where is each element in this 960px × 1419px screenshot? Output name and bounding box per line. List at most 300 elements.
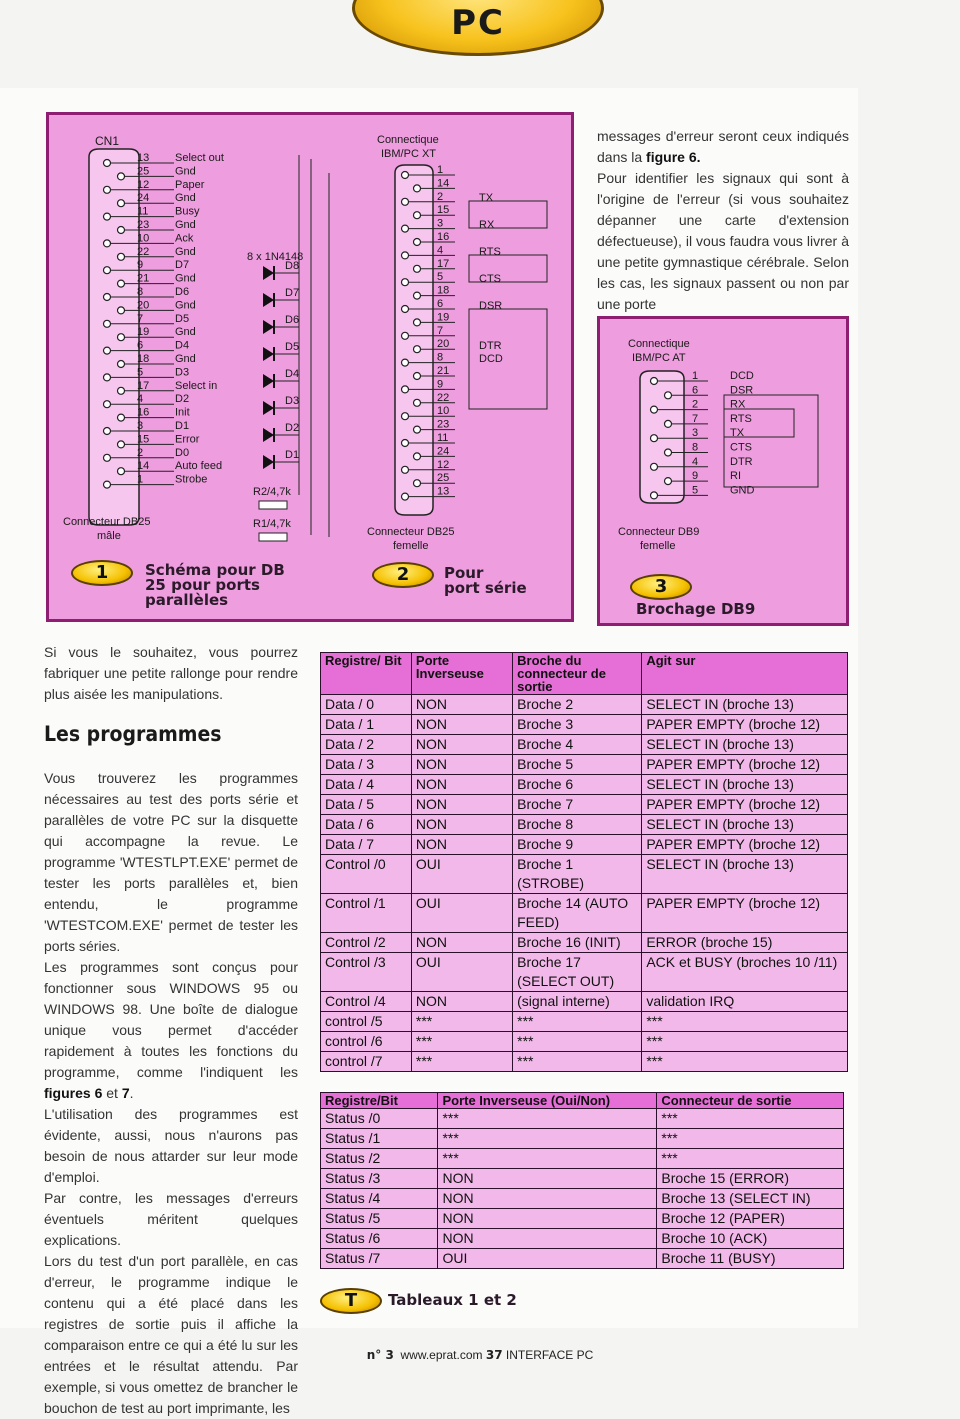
pin-hole bbox=[118, 441, 125, 448]
table-cell: Broche 7 bbox=[513, 795, 642, 815]
diode-symbol bbox=[263, 455, 274, 469]
table-cell: control /7 bbox=[321, 1052, 412, 1072]
connector-caption: femelle bbox=[393, 540, 429, 552]
table-cell: *** bbox=[513, 1012, 642, 1032]
diode-symbol bbox=[263, 374, 274, 388]
table-cell: *** bbox=[438, 1149, 657, 1169]
table-row bbox=[321, 1209, 844, 1229]
pin-number: 6 bbox=[437, 298, 444, 310]
table-cell: Status /7 bbox=[321, 1249, 438, 1269]
column-header: Connecteur de sortie bbox=[657, 1093, 844, 1109]
connector-caption: mâle bbox=[97, 530, 121, 542]
pin-hole bbox=[651, 492, 658, 499]
table-cell: OUI bbox=[411, 855, 512, 894]
signal-label: RTS bbox=[479, 246, 501, 258]
cn1-label: CN1 bbox=[95, 134, 120, 148]
diode-symbol bbox=[263, 401, 274, 415]
table-row bbox=[321, 1169, 844, 1189]
table-cell: *** bbox=[438, 1129, 657, 1149]
pin-number: 1 bbox=[692, 370, 699, 382]
table-cell: NON bbox=[411, 835, 512, 855]
table-cell: NON bbox=[438, 1169, 657, 1189]
table-cell: *** bbox=[438, 1109, 657, 1129]
table-cell: OUI bbox=[411, 894, 512, 933]
table-cell: NON bbox=[411, 755, 512, 775]
table-cell: *** bbox=[642, 1052, 848, 1072]
pin-number: 23 bbox=[437, 418, 450, 431]
signal-label: Gnd bbox=[175, 192, 196, 205]
table-cell: *** bbox=[657, 1129, 844, 1149]
table-cell: Broche 6 bbox=[513, 775, 642, 795]
pin-number: 24 bbox=[437, 445, 450, 458]
table-cell: NON bbox=[411, 775, 512, 795]
table-cell: PAPER EMPTY (broche 12) bbox=[642, 795, 848, 815]
table-row bbox=[321, 933, 848, 953]
table-cell: SELECT IN (broche 13) bbox=[642, 815, 848, 835]
table-cell: PAPER EMPTY (broche 12) bbox=[642, 755, 848, 775]
table-cell: Broche 13 (SELECT IN) bbox=[657, 1189, 844, 1209]
signal-label: D7 bbox=[175, 259, 190, 272]
connector-caption: femelle bbox=[640, 540, 676, 552]
pin-hole bbox=[118, 173, 125, 180]
table-cell: Data / 0 bbox=[321, 695, 412, 715]
table-cell: NON bbox=[411, 715, 512, 735]
table-cell: Broche 10 (ACK) bbox=[657, 1229, 844, 1249]
pin-number: 8 bbox=[137, 286, 144, 298]
pin-hole bbox=[414, 185, 421, 192]
diode-label: D8 bbox=[285, 260, 300, 272]
table-cell: Status /1 bbox=[321, 1129, 438, 1149]
diode-note: 8 x 1N4148 bbox=[247, 251, 304, 263]
table-cell: NON bbox=[411, 735, 512, 755]
pin-hole bbox=[118, 227, 125, 234]
diode-symbol bbox=[263, 266, 274, 280]
table-row bbox=[321, 835, 848, 855]
pin-hole bbox=[402, 359, 409, 366]
pin-hole bbox=[402, 252, 409, 259]
table-cell: Broche 2 bbox=[513, 695, 642, 715]
pin-number: 5 bbox=[692, 484, 699, 497]
table-cell: Control /1 bbox=[321, 894, 412, 933]
table-cell: Broche 12 (PAPER) bbox=[657, 1209, 844, 1229]
signal-label: RTS bbox=[730, 412, 752, 425]
table-cell: NON bbox=[411, 795, 512, 815]
pin-number: 7 bbox=[137, 312, 144, 325]
pin-hole bbox=[651, 378, 658, 385]
signal-label: Strobe bbox=[175, 473, 208, 486]
table-cell: *** bbox=[513, 1032, 642, 1052]
pin-hole bbox=[651, 463, 658, 470]
table-row bbox=[321, 1129, 844, 1149]
pin-number: 9 bbox=[692, 470, 699, 483]
signal-label: DSR bbox=[730, 384, 754, 397]
pin-number: 18 bbox=[437, 284, 450, 297]
table-cell: OUI bbox=[438, 1249, 657, 1269]
connector-caption: Connecteur DB25 bbox=[367, 526, 455, 538]
figure-3-db9 bbox=[597, 316, 849, 626]
column-header: Porte Inverseuse bbox=[411, 653, 512, 695]
pin-number: 9 bbox=[437, 378, 444, 391]
signal-label: DSR bbox=[479, 300, 503, 312]
pin-number: 6 bbox=[137, 339, 144, 352]
table-cell: ACK et BUSY (broches 10 /11) bbox=[642, 953, 848, 992]
pin-hole bbox=[118, 414, 125, 421]
table-cell: Status /0 bbox=[321, 1109, 438, 1129]
signal-label: RI bbox=[730, 470, 741, 483]
column-header: Agit sur bbox=[642, 653, 848, 695]
table-row bbox=[321, 1052, 848, 1072]
pin-hole bbox=[104, 481, 111, 488]
diode-label: D1 bbox=[285, 449, 300, 461]
pin-number: 17 bbox=[437, 257, 450, 270]
pin-number: 21 bbox=[137, 272, 150, 285]
table-cell: *** bbox=[411, 1052, 512, 1072]
table-row bbox=[321, 695, 848, 715]
pin-number: 12 bbox=[437, 458, 450, 471]
table-row bbox=[321, 1012, 848, 1032]
pin-number: 3 bbox=[692, 427, 699, 440]
pin-hole bbox=[665, 420, 672, 427]
table-cell: OUI bbox=[411, 953, 512, 992]
table-cell: Data / 3 bbox=[321, 755, 412, 775]
column-header: Registre/Bit bbox=[321, 1093, 438, 1109]
table-cell: *** bbox=[513, 1052, 642, 1072]
pin-number: 22 bbox=[437, 391, 450, 404]
table-cell: validation IRQ bbox=[642, 992, 848, 1012]
pin-number: 15 bbox=[137, 433, 150, 446]
pin-number: 20 bbox=[137, 299, 150, 312]
signal-label: Gnd bbox=[175, 326, 196, 339]
table-cell: Control /3 bbox=[321, 953, 412, 992]
table-row bbox=[321, 992, 848, 1012]
pin-number: 15 bbox=[437, 204, 450, 217]
tables-badge: T bbox=[320, 1288, 382, 1314]
pin-hole bbox=[402, 225, 409, 232]
diode-symbol bbox=[263, 320, 274, 334]
signal-label: Select out bbox=[175, 152, 224, 164]
table-cell: Data / 6 bbox=[321, 815, 412, 835]
pin-hole bbox=[104, 160, 111, 167]
table-cell: SELECT IN (broche 13) bbox=[642, 855, 848, 894]
pin-hole bbox=[118, 200, 125, 207]
pin-hole bbox=[651, 435, 658, 442]
fig2-top-label: Connectique bbox=[377, 134, 439, 146]
table-cell: Control /0 bbox=[321, 855, 412, 894]
pin-number: 20 bbox=[437, 338, 450, 351]
signal-label: Gnd bbox=[175, 353, 196, 365]
pin-hole bbox=[104, 320, 111, 327]
signal-label: Ack bbox=[175, 232, 194, 245]
fig3-top-label: IBM/PC AT bbox=[632, 352, 686, 364]
table-cell: Control /4 bbox=[321, 992, 412, 1012]
signal-label: TX bbox=[730, 427, 745, 440]
pin-hole bbox=[104, 294, 111, 301]
pin-hole bbox=[414, 453, 421, 460]
pin-number: 13 bbox=[437, 485, 450, 498]
table-cell: Status /2 bbox=[321, 1149, 438, 1169]
signal-label: Auto feed bbox=[175, 460, 223, 473]
table-row bbox=[321, 1149, 844, 1169]
table-cell: Control /2 bbox=[321, 933, 412, 953]
table-row bbox=[321, 735, 848, 755]
table-cell: Status /3 bbox=[321, 1169, 438, 1189]
section-tab-label: PC bbox=[451, 3, 505, 43]
pin-number: 19 bbox=[137, 326, 150, 339]
pin-hole bbox=[414, 265, 421, 272]
resistor-label: R1/4,7k bbox=[253, 518, 291, 530]
table-cell: Broche 15 (ERROR) bbox=[657, 1169, 844, 1189]
signal-label: Gnd bbox=[175, 299, 196, 312]
figure-1-schematic bbox=[49, 115, 571, 619]
table-cell: Broche 9 bbox=[513, 835, 642, 855]
connector-caption: Connecteur DB25 bbox=[63, 516, 151, 528]
table-cell: NON bbox=[438, 1229, 657, 1249]
diode-label: D6 bbox=[285, 314, 300, 326]
table-cell: *** bbox=[642, 1012, 848, 1032]
table-row bbox=[321, 1229, 844, 1249]
pin-hole bbox=[104, 267, 111, 274]
pin-hole bbox=[104, 347, 111, 354]
pin-hole bbox=[665, 449, 672, 456]
table-cell: Broche 3 bbox=[513, 715, 642, 735]
signal-label: Paper bbox=[175, 178, 205, 191]
pin-hole bbox=[118, 253, 125, 260]
page-footer: n° 3 www.eprat.com 37 INTERFACE PC bbox=[366, 1348, 594, 1362]
figure-1-badge: 1 bbox=[71, 560, 133, 586]
table-cell: Broche 1 (STROBE) bbox=[513, 855, 642, 894]
table-row bbox=[321, 1109, 844, 1129]
table-cell: PAPER EMPTY (broche 12) bbox=[642, 835, 848, 855]
table-cell: Data / 4 bbox=[321, 775, 412, 795]
pin-number: 2 bbox=[437, 190, 444, 203]
pin-number: 4 bbox=[437, 244, 444, 257]
pin-number: 4 bbox=[692, 455, 699, 468]
signal-label: Gnd bbox=[175, 219, 196, 231]
pin-number: 21 bbox=[437, 365, 450, 377]
pin-hole bbox=[414, 346, 421, 353]
pin-number: 22 bbox=[137, 245, 150, 258]
pin-hole bbox=[402, 172, 409, 179]
resistor-r2 bbox=[259, 501, 287, 509]
diode-label: D3 bbox=[285, 395, 300, 407]
pin-hole bbox=[118, 387, 125, 394]
pin-hole bbox=[414, 426, 421, 433]
table-1-parallel-registers bbox=[320, 652, 848, 1072]
table-cell: SELECT IN (broche 13) bbox=[642, 695, 848, 715]
signal-label: Error bbox=[175, 433, 200, 446]
diode-symbol bbox=[263, 347, 274, 361]
resistor-label: R2/4,7k bbox=[253, 486, 291, 498]
table-cell: *** bbox=[657, 1149, 844, 1169]
signal-label: TX bbox=[479, 192, 494, 204]
pin-number: 24 bbox=[137, 192, 150, 205]
pin-number: 13 bbox=[137, 152, 150, 164]
signal-label: CTS bbox=[730, 441, 752, 454]
table-cell: Broche 11 (BUSY) bbox=[657, 1249, 844, 1269]
right-column-text: messages d'erreur seront ceux indiqués dans la figure 6. Pour identifier les signaux qui sont à l'origine de l'erreur (si vous souhaitez dépanner une carte d'extension défectueuse), il vous faudra vous livrer à une petite gymnastique cérébrale. Selon les cas, les signaux passent ou non par une porte bbox=[597, 128, 849, 312]
diode-label: D7 bbox=[285, 287, 300, 299]
table-cell: *** bbox=[657, 1109, 844, 1129]
table-cell: Broche 16 (INIT) bbox=[513, 933, 642, 953]
table-cell: Data / 7 bbox=[321, 835, 412, 855]
pin-hole bbox=[402, 332, 409, 339]
signal-label: DTR bbox=[730, 455, 753, 468]
table-row bbox=[321, 953, 848, 992]
table-cell: control /5 bbox=[321, 1012, 412, 1032]
table-row bbox=[321, 1032, 848, 1052]
pin-number: 3 bbox=[437, 217, 444, 230]
table-cell: Broche 17 (SELECT OUT) bbox=[513, 953, 642, 992]
column-header: Registre/ Bit bbox=[321, 653, 412, 695]
pin-hole bbox=[104, 401, 111, 408]
pin-hole bbox=[651, 406, 658, 413]
table-cell: PAPER EMPTY (broche 12) bbox=[642, 894, 848, 933]
pin-number: 12 bbox=[137, 178, 150, 191]
connector-caption: Connecteur DB9 bbox=[618, 526, 700, 538]
fig2-top-label: IBM/PC XT bbox=[381, 148, 437, 160]
pin-hole bbox=[402, 386, 409, 393]
pin-hole bbox=[402, 413, 409, 420]
signal-label: Gnd bbox=[175, 272, 196, 285]
diode-symbol bbox=[263, 428, 274, 442]
signal-label: D0 bbox=[175, 446, 190, 459]
pin-number: 10 bbox=[437, 405, 450, 418]
signal-label: D1 bbox=[175, 420, 190, 432]
pin-number: 2 bbox=[137, 446, 144, 459]
pin-hole bbox=[414, 239, 421, 246]
signal-label: Init bbox=[175, 406, 190, 419]
pin-hole bbox=[104, 374, 111, 381]
pin-hole bbox=[414, 212, 421, 219]
pin-number: 3 bbox=[137, 420, 144, 432]
figure-1-title: Schéma pour DB 25 pour ports parallèles bbox=[145, 561, 285, 609]
table-cell: Status /4 bbox=[321, 1189, 438, 1209]
pin-number: 23 bbox=[137, 219, 150, 231]
signal-label: D3 bbox=[175, 366, 190, 379]
pin-number: 25 bbox=[437, 472, 450, 485]
figure-2-badge: 2 bbox=[372, 562, 434, 588]
pin-number: 5 bbox=[437, 271, 444, 284]
table-cell: NON bbox=[411, 695, 512, 715]
pin-hole bbox=[118, 307, 125, 314]
pin-number: 1 bbox=[437, 164, 444, 176]
pin-hole bbox=[118, 361, 125, 368]
pin-number: 7 bbox=[437, 324, 444, 337]
signal-label: DCD bbox=[479, 353, 503, 365]
table-cell: Status /6 bbox=[321, 1229, 438, 1249]
figure-3-badge: 3 bbox=[630, 574, 692, 600]
table-row bbox=[321, 795, 848, 815]
pin-number: 4 bbox=[137, 393, 144, 406]
pin-hole bbox=[414, 319, 421, 326]
signal-label: D5 bbox=[175, 312, 190, 325]
signal-label: DCD bbox=[730, 370, 754, 382]
signal-label: DTR bbox=[479, 340, 502, 352]
table-row bbox=[321, 715, 848, 735]
pin-hole bbox=[665, 392, 672, 399]
pin-hole bbox=[402, 440, 409, 447]
table-cell: NON bbox=[411, 992, 512, 1012]
table-cell: Status /5 bbox=[321, 1209, 438, 1229]
pin-hole bbox=[402, 306, 409, 313]
signal-label: CTS bbox=[479, 273, 501, 285]
pin-hole bbox=[104, 428, 111, 435]
pin-number: 10 bbox=[137, 232, 150, 245]
pin-hole bbox=[402, 493, 409, 500]
pin-hole bbox=[118, 334, 125, 341]
table-cell: PAPER EMPTY (broche 12) bbox=[642, 715, 848, 735]
table-cell: *** bbox=[411, 1012, 512, 1032]
pin-number: 25 bbox=[137, 165, 150, 178]
table-cell: Data / 1 bbox=[321, 715, 412, 735]
signal-label: GND bbox=[730, 484, 755, 497]
diode-label: D2 bbox=[285, 422, 300, 434]
table-cell: NON bbox=[411, 933, 512, 953]
pin-number: 11 bbox=[137, 205, 149, 218]
section-heading: Les programmes bbox=[44, 722, 222, 746]
tables-caption: Tableaux 1 et 2 bbox=[388, 1291, 517, 1309]
pin-hole bbox=[414, 292, 421, 299]
pin-number: 7 bbox=[692, 412, 699, 425]
table-cell: Broche 14 (AUTO FEED) bbox=[513, 894, 642, 933]
pin-hole bbox=[414, 480, 421, 487]
table-cell: Broche 5 bbox=[513, 755, 642, 775]
pin-number: 14 bbox=[437, 177, 450, 190]
signal-label: D2 bbox=[175, 393, 190, 406]
table-cell: Data / 5 bbox=[321, 795, 412, 815]
pin-hole bbox=[414, 373, 421, 380]
pin-number: 2 bbox=[692, 398, 699, 411]
table-row bbox=[321, 894, 848, 933]
diode-label: D4 bbox=[285, 368, 300, 380]
signal-label: Gnd bbox=[175, 165, 196, 178]
intro-paragraph: Si vous le souhaitez, vous pourrez fabriquer une petite rallonge pour rendre plus aisée les manipulations. bbox=[44, 644, 298, 702]
signal-label: RX bbox=[479, 219, 495, 231]
pin-hole bbox=[104, 454, 111, 461]
resistor-r1 bbox=[259, 533, 287, 541]
fig3-top-label: Connectique bbox=[628, 338, 690, 350]
pin-hole bbox=[118, 280, 125, 287]
table-cell: (signal interne) bbox=[513, 992, 642, 1012]
diode-symbol bbox=[263, 293, 274, 307]
table-cell: control /6 bbox=[321, 1032, 412, 1052]
pin-hole bbox=[104, 186, 111, 193]
table-cell: NON bbox=[438, 1189, 657, 1209]
table-cell: NON bbox=[411, 815, 512, 835]
signal-label: RX bbox=[730, 398, 746, 411]
pin-hole bbox=[665, 478, 672, 485]
pin-number: 18 bbox=[137, 353, 150, 365]
pin-hole bbox=[414, 399, 421, 406]
pin-number: 19 bbox=[437, 311, 450, 324]
body-text: Vous trouverez les programmes nécessaires au test des ports série et parallèles de votre PC sur la disquette qui accompagne la revue. Le programme 'WTESTLPT.EXE' permet de tester les ports parallèles et, bien entendu, le programme 'WTESTCOM.EXE' permet de tester les ports séries. Les programmes sont conçus pour fonctionner sous WINDOWS 95 ou WINDOWS 98. Une boîte de dialogue unique vous permet d'accéder rapidement à toutes les fonctions du programme, comme l'indiquent les figures 6 et 7. L'utilisation des programmes est évidente, aussi, nous n'aurons pas besoin de nous attarder sur leur mode d'emploi. Par contre, les messages d'erreurs éventuels méritent quelques explications. Lors du test d'un port parallèle, en cas d'erreur, le programme indique le contenu qui a été placé dans les registres de sortie puis il affiche la comparaison entre ce qui a été lu sur les entrées et le résultat attendu. Par exemple, si vous omettez de brancher le bouchon de test au port imprimante, les bbox=[44, 770, 298, 1416]
signal-label: Gnd bbox=[175, 245, 196, 258]
table-row bbox=[321, 1189, 844, 1209]
signal-label: Busy bbox=[175, 205, 200, 218]
pin-number: 16 bbox=[137, 406, 150, 419]
table-row bbox=[321, 815, 848, 835]
table-2-status-registers bbox=[320, 1092, 844, 1269]
pin-number: 9 bbox=[137, 259, 144, 272]
pin-hole bbox=[118, 468, 125, 475]
pin-number: 17 bbox=[137, 379, 150, 392]
pin-number: 8 bbox=[437, 351, 444, 364]
signal-label: Select in bbox=[175, 379, 218, 392]
table-row bbox=[321, 775, 848, 795]
table-cell: Broche 8 bbox=[513, 815, 642, 835]
table-cell: Broche 4 bbox=[513, 735, 642, 755]
table-cell: NON bbox=[438, 1209, 657, 1229]
